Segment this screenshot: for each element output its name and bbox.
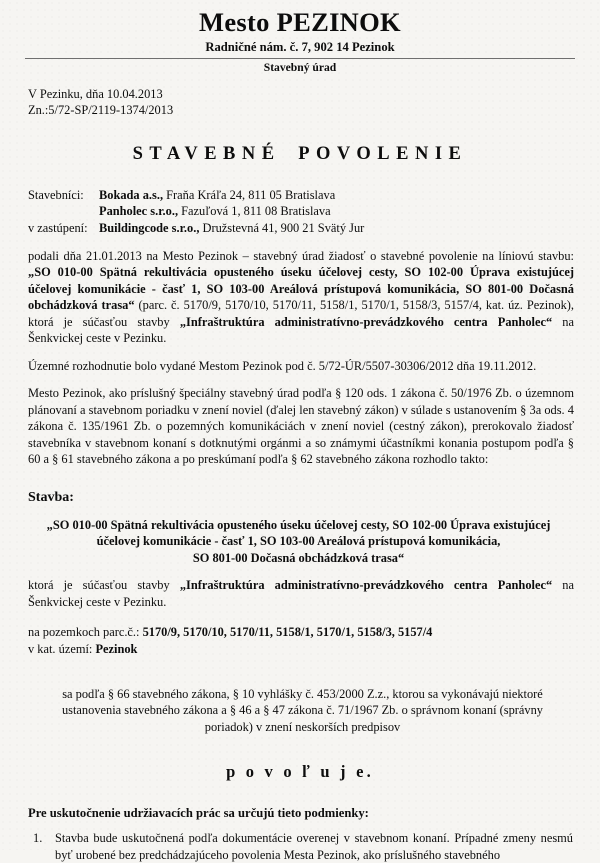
place-and-date: V Pezinku, dňa 10.04.2013 <box>28 86 163 101</box>
builder-1 <box>99 187 575 204</box>
builders-row-1 <box>25 187 575 204</box>
cadastral-label: v kat. území: <box>28 642 96 657</box>
conditions-heading: Pre uskutočnenie udržiavacích prác sa určujú tieto podmienky: <box>28 806 369 821</box>
condition-text: Stavba bude uskutočnená podľa dokumentácie overenej v stavebnom konaní. Prípadné zmeny nesmú byť urobené bez predchádzajúceho povolenia Mesta Pezinok, ako príslušného stavebného <box>55 831 573 862</box>
section-heading-stavba: Stavba: <box>28 489 74 505</box>
conditions-list <box>25 830 575 863</box>
stavba-quote-line-1: „SO 010-00 Spätná rekultivácia opusteného úseku účelovej cesty, SO 102-00 Úprava existujúcej <box>46 517 551 532</box>
representative <box>99 220 575 237</box>
document-title-word-1: STAVEBNÉ <box>132 143 281 164</box>
builders-label-spacer <box>25 203 99 220</box>
application-parcels: (parc. č. 5170/9, 5170/10, 5170/11, 5158/1, 5170/1, 5158/3, 5157/4, kat. úz. Pezinok), ktorá je súčasťou stavby <box>28 298 575 329</box>
stavba-quote-line-2: účelovej komunikácie - časť 1, SO 103-00 Areálová prístupová komunikácia, <box>96 534 501 549</box>
organization-name: Mesto PEZINOK <box>199 7 401 37</box>
builders-label: Stavebníci: <box>28 187 84 202</box>
representative-label: v zastúpení: <box>28 221 88 236</box>
paragraph-zoning-decision: Územné rozhodnutie bolo vydané Mestom Pezinok pod č. 5/72-ÚR/5507-30306/2012 dňa 19.11.2012. <box>28 358 537 373</box>
builders-row-2 <box>25 203 575 220</box>
cadastral-row <box>28 641 575 658</box>
builder-1-name: Bokada a.s., <box>99 187 164 202</box>
paragraph-part-of-project <box>25 577 575 610</box>
condition-item <box>25 830 575 863</box>
stavba-quote-line-3: SO 801-00 Dočasná obchádzková trasa“ <box>192 550 405 565</box>
builder-2-address: Fazuľová 1, 811 08 Bratislava <box>178 204 331 219</box>
letterhead <box>25 0 575 74</box>
parcels-label: na pozemkoch parc.č.: <box>28 625 143 640</box>
document-title-word-2: POVOLENIE <box>298 143 468 164</box>
representative-row <box>25 220 575 237</box>
part-of-location: na Šenkvickej ceste v Pezinku. <box>28 578 574 609</box>
legal-basis-text: sa podľa § 66 stavebného zákona, § 10 vyhlášky č. 453/2000 Z.z., ktorou sa vykonávajú niektoré ustanovenia stavebného zákona a § 46 a § 47 zákona č. 71/1967 Zb. o správnom konaní (správny poriadok) v znení neskorších predpisov <box>61 686 544 734</box>
stavba-quote-block <box>25 517 575 567</box>
organization-address: Radničné nám. č. 7, 902 14 Pezinok <box>205 40 395 55</box>
condition-number: 1. <box>33 831 43 846</box>
application-intro: podali dňa 21.01.2013 na Mesto Pezinok – stavebný úrad žiadosť o stavebné povolenie na líniovú stavbu: <box>28 248 574 263</box>
paragraph-application <box>25 248 575 347</box>
parcels-value: 5170/9, 5170/10, 5170/11, 5158/1, 5170/1, 5158/3, 5157/4 <box>142 625 433 640</box>
parcels-block <box>25 624 575 657</box>
part-of-intro: ktorá je súčasťou stavby <box>28 578 180 593</box>
parties-block <box>25 187 575 237</box>
parent-project-name: „Infraštruktúra administratívno-prevádzkového centra Panholec“ <box>179 578 553 593</box>
project-name: „Infraštruktúra administratívno-prevádzkového centra Panholec“ <box>179 314 553 329</box>
decision-verb: p o v o ľ u j e. <box>226 762 374 782</box>
builder-1-address: Fraňa Kráľa 24, 811 05 Bratislava <box>163 187 336 202</box>
document-title <box>25 144 575 165</box>
builder-2 <box>99 203 575 220</box>
cadastral-value: Pezinok <box>95 642 138 657</box>
builder-2-name: Panholec s.r.o., <box>99 204 179 219</box>
department-name: Stavebný úrad <box>263 60 337 74</box>
paragraph-authority: Mesto Pezinok, ako príslušný špeciálny stavebný úrad podľa § 120 ods. 1 zákona č. 50/1976 Zb. o územnom plánovaní a stavebnom poriadku v znení noviel (ďalej len stavebný zákon) v súlade s ustanovením § 3a ods. 4 zákona č. 135/1961 Zb. o pozemných komunikáciách v znení noviel (cestný zákon), prerokovalo žiadosť stavebníka v stavebnom konaní s dotknutými orgánmi a so známymi účastníkmi konania postupom podľa § 60 a § 61 stavebného zákona a po preskúmaní podľa § 62 stavebného zákona rozhodlo takto: <box>28 386 574 467</box>
construction-objects-title: „SO 010-00 Spätná rekultivácia opusteného úseku účelovej cesty, SO 102-00 Úprava existujúcej účelovej komunikácie - časť 1, SO 103-00 Areálová prístupová komunikácia, SO 801-00 Dočasná obchádzková trasa“ <box>28 265 574 313</box>
file-number: Zn.:5/72-SP/2119-1374/2013 <box>28 102 174 117</box>
parcels-row <box>28 624 575 641</box>
reference-block <box>25 87 575 119</box>
application-location: na Šenkvickej ceste v Pezinku. <box>28 314 574 346</box>
representative-name: Buildingcode s.r.o., <box>99 221 200 236</box>
representative-address: Družstevná 41, 900 21 Svätý Jur <box>199 221 365 236</box>
